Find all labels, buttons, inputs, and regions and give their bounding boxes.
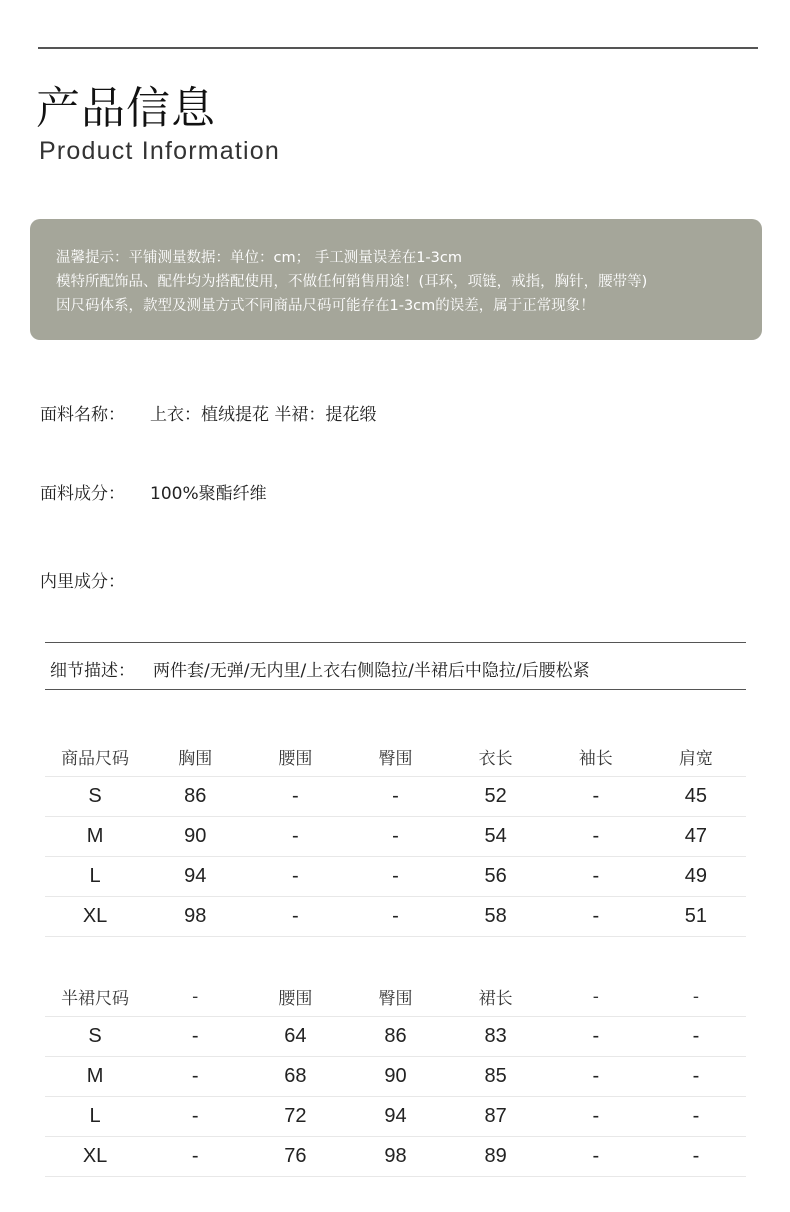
table-row <box>45 1097 746 1137</box>
table-cell: 89 <box>446 1137 546 1177</box>
table-cell: M <box>45 817 145 857</box>
table-cell: XL <box>45 1137 145 1177</box>
table-cell: 98 <box>145 897 245 937</box>
table-cell: 94 <box>145 857 245 897</box>
table-cell: - <box>345 817 445 857</box>
fabric-name-row <box>40 400 376 425</box>
fabric-name-label: 面料名称： <box>40 405 125 425</box>
notice-line: 模特所配饰品、配件均为搭配使用，不做任何销售用途！(耳环，项链，戒指，胸针，腰带等) <box>56 274 648 290</box>
fabric-content-value: 100%聚酯纤维 <box>150 484 267 504</box>
fabric-content-row <box>40 479 267 504</box>
table-cell: 94 <box>345 1097 445 1137</box>
table-cell: - <box>245 817 345 857</box>
table-cell: L <box>45 1097 145 1137</box>
table-cell: S <box>45 777 145 817</box>
table-cell: - <box>546 777 646 817</box>
col-header: - <box>546 977 646 1017</box>
table-cell: - <box>546 857 646 897</box>
table-cell: M <box>45 1057 145 1097</box>
table-cell: - <box>646 1097 746 1137</box>
col-header: - <box>145 977 245 1017</box>
table-cell: 86 <box>145 777 245 817</box>
col-header: 臀围 <box>345 977 445 1017</box>
table-cell: 98 <box>345 1137 445 1177</box>
fabric-content-label: 面料成分： <box>40 484 125 504</box>
table-cell: - <box>646 1137 746 1177</box>
col-header: 商品尺码 <box>45 737 145 777</box>
table-cell: 72 <box>245 1097 345 1137</box>
col-header: 半裙尺码 <box>45 977 145 1017</box>
table-cell: S <box>45 1017 145 1057</box>
top-size-table <box>45 737 746 937</box>
table-cell: 54 <box>446 817 546 857</box>
notice-line: 因尺码体系，款型及测量方式不同商品尺码可能存在1-3cm的误差，属于正常现象！ <box>56 298 595 314</box>
table-cell: - <box>546 1017 646 1057</box>
table-cell: 87 <box>446 1097 546 1137</box>
table-cell: - <box>245 857 345 897</box>
lining-content-label: 内里成分： <box>40 572 125 592</box>
table-cell: L <box>45 857 145 897</box>
table-cell: 58 <box>446 897 546 937</box>
table-row <box>45 897 746 937</box>
notice-box <box>30 219 762 340</box>
table-cell: - <box>345 857 445 897</box>
table-cell: - <box>546 1137 646 1177</box>
table-header-row <box>45 977 746 1017</box>
col-header: 衣长 <box>446 737 546 777</box>
page-subtitle: Product Information <box>39 137 280 165</box>
col-header: 袖长 <box>546 737 646 777</box>
col-header: 臀围 <box>345 737 445 777</box>
table-cell: - <box>245 777 345 817</box>
table-cell: - <box>145 1057 245 1097</box>
col-header: 肩宽 <box>646 737 746 777</box>
skirt-size-table <box>45 977 746 1177</box>
table-cell: - <box>145 1017 245 1057</box>
table-cell: 90 <box>345 1057 445 1097</box>
col-header: 裙长 <box>446 977 546 1017</box>
table-row <box>45 777 746 817</box>
table-row <box>45 1017 746 1057</box>
table-cell: 90 <box>145 817 245 857</box>
details-row <box>45 642 746 690</box>
lining-content-row <box>40 567 150 592</box>
table-cell: 51 <box>646 897 746 937</box>
table-row <box>45 1137 746 1177</box>
table-cell: - <box>345 777 445 817</box>
table-cell: 56 <box>446 857 546 897</box>
table-cell: - <box>646 1017 746 1057</box>
page-title: 产品信息 <box>36 83 216 134</box>
table-cell: - <box>145 1137 245 1177</box>
table-cell: - <box>245 897 345 937</box>
fabric-name-value: 上衣：植绒提花 半裙：提花缎 <box>150 405 377 425</box>
col-header: 胸围 <box>145 737 245 777</box>
table-cell: - <box>345 897 445 937</box>
table-row <box>45 1057 746 1097</box>
table-cell: 86 <box>345 1017 445 1057</box>
table-cell: 76 <box>245 1137 345 1177</box>
table-cell: - <box>646 1057 746 1097</box>
table-cell: 64 <box>245 1017 345 1057</box>
table-cell: - <box>546 1057 646 1097</box>
table-cell: 68 <box>245 1057 345 1097</box>
table-cell: 83 <box>446 1017 546 1057</box>
table-cell: 85 <box>446 1057 546 1097</box>
table-cell: XL <box>45 897 145 937</box>
col-header: - <box>646 977 746 1017</box>
table-cell: - <box>546 1097 646 1137</box>
col-header: 腰围 <box>245 737 345 777</box>
table-row <box>45 857 746 897</box>
table-cell: - <box>546 897 646 937</box>
notice-line: 温馨提示：平铺测量数据：单位：cm； 手工测量误差在1-3cm <box>56 250 462 266</box>
table-cell: 49 <box>646 857 746 897</box>
table-cell: 45 <box>646 777 746 817</box>
table-header-row <box>45 737 746 777</box>
col-header: 腰围 <box>245 977 345 1017</box>
table-cell: - <box>145 1097 245 1137</box>
table-cell: 52 <box>446 777 546 817</box>
table-row <box>45 817 746 857</box>
details-value: 两件套/无弹/无内里/上衣右侧隐拉/半裙后中隐拉/后腰松紧 <box>153 661 590 681</box>
top-divider <box>38 47 758 49</box>
details-label: 细节描述： <box>50 661 135 681</box>
table-cell: 47 <box>646 817 746 857</box>
table-cell: - <box>546 817 646 857</box>
